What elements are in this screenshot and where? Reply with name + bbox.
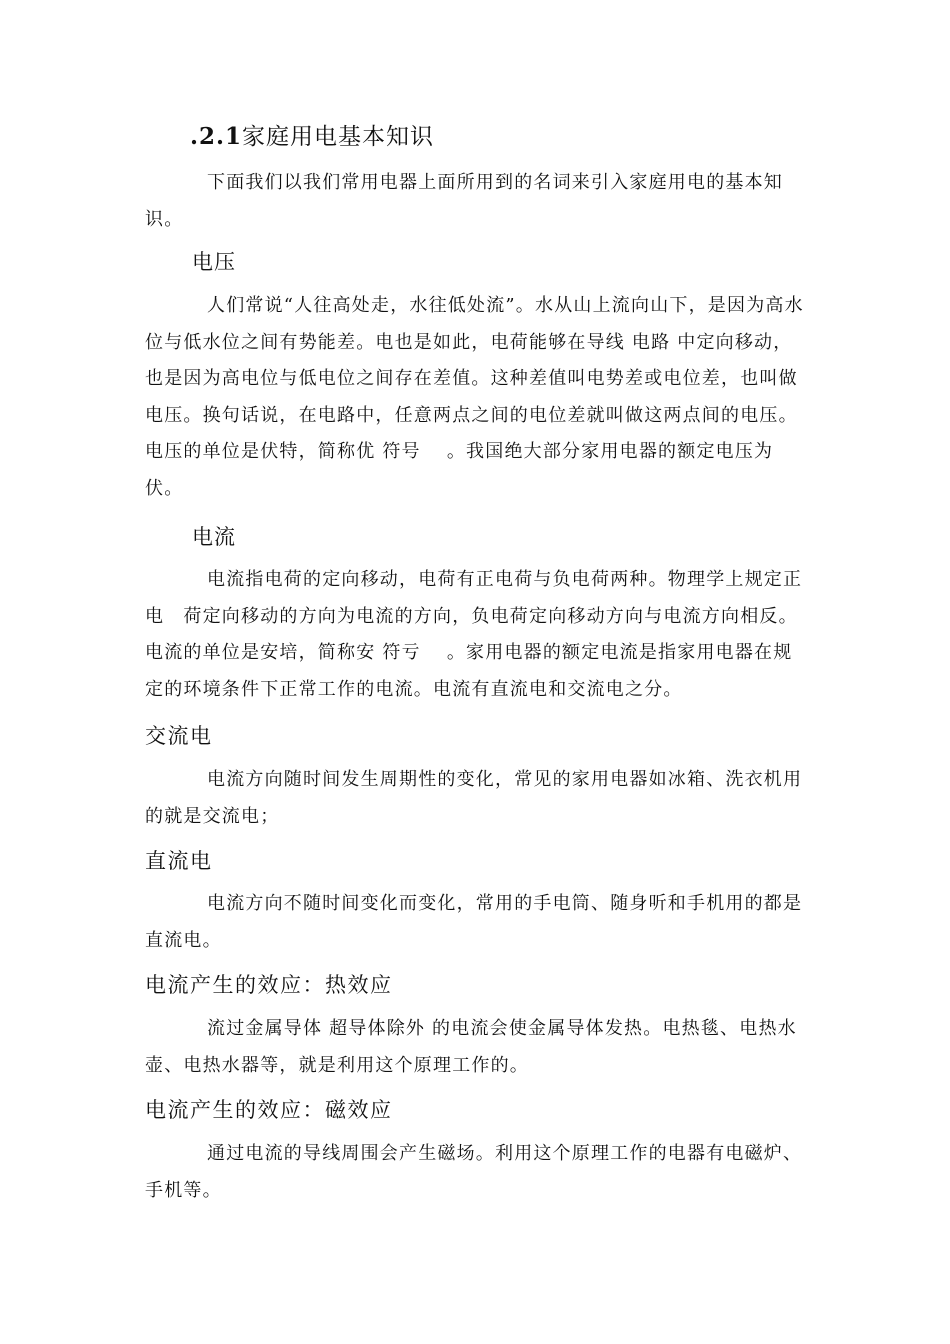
heading-current: 电流 <box>192 525 236 549</box>
paragraph-voltage: 人们常说“人往高处走，水往低处流”。水从山上流向山下，是因为高水位与低水位之间有势能差。电也是如此，电荷能够在导线 电路 中定向移动，也是因为高电位与低电位之间存在差值。这种差值叫电势差或电位差，也叫做电压。换句话说，在电路中，任意两点之间的电位差就叫做这两点间的电压。电压的单位是伏特，简称优 符号 。我国绝大部分家用电器的额定电压为 伏。 <box>145 295 819 499</box>
paragraph-thermal-effect: 流过金属导体 超导体除外 的电流会使金属导体发热。电热毯、电热水壶、电热水器等，就是利用这个原理工作的。 <box>145 1018 797 1076</box>
section-title <box>190 118 434 151</box>
heading-ac: 交流电 <box>145 724 213 748</box>
heading-thermal-effect: 电流产生的效应：热效应 <box>145 973 393 997</box>
intro-paragraph: 下面我们以我们常用电器上面所用到的名词来引入家庭用电的基本知识。 <box>145 172 783 230</box>
paragraph-magnetic-effect: 通过电流的导线周围会产生磁场。利用这个原理工作的电器有电磁炉、手机等。 <box>145 1143 803 1201</box>
paragraph-current: 电流指电荷的定向移动，电荷有正电荷与负电荷两种。物理学上规定正电 荷定向移动的方向为电流的方向，负电荷定向移动方向与电流方向相反。电流的单位是安培，简称安 符亏 。家用电器的额定电流是指家用电器在规定的环境条件下正常工作的电流。电流有直流电和交流电之分。 <box>145 569 803 700</box>
paragraph-dc: 电流方向不随时间变化而变化，常用的手电筒、随身听和手机用的都是直流电。 <box>145 893 803 951</box>
heading-dc: 直流电 <box>145 849 213 873</box>
heading-magnetic-effect: 电流产生的效应：磁效应 <box>145 1098 393 1122</box>
heading-voltage: 电压 <box>192 250 236 274</box>
section-number: .2.1 <box>190 123 243 150</box>
section-title-text: 家庭用电基本知识 <box>242 124 435 150</box>
paragraph-ac: 电流方向随时间发生周期性的变化，常见的家用电器如冰箱、洗衣机用的就是交流电； <box>145 769 803 827</box>
